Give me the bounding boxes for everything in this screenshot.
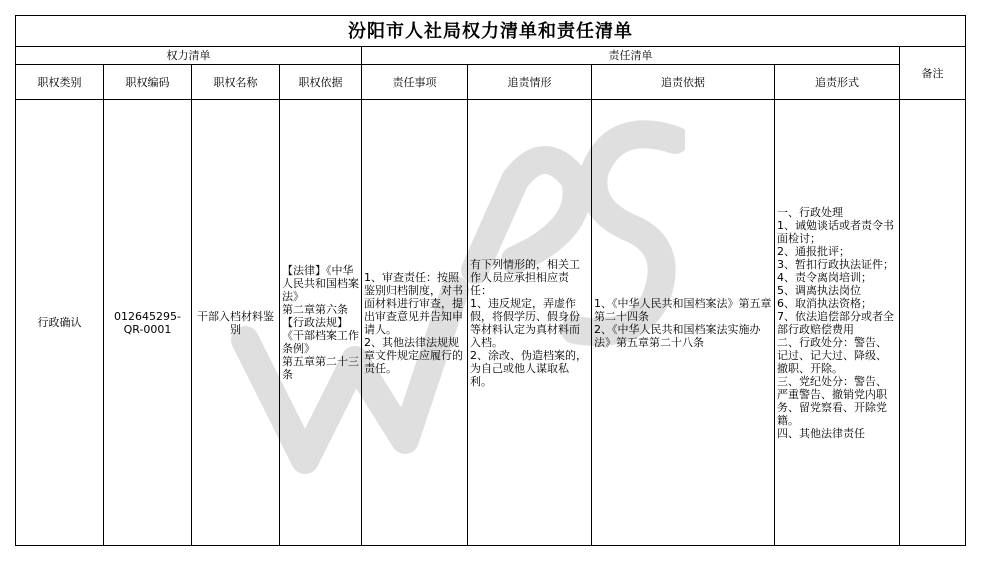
header-code: 职权编码 bbox=[104, 65, 192, 100]
header-name: 职权名称 bbox=[192, 65, 280, 100]
cell-basis: 【法律】《中华人民共和国档案法》 第二章第六条 【行政法规】《干部档案工作条例》 第五章第二十三条 bbox=[280, 100, 362, 546]
cell-form: 一、行政处理 1、诫勉谈话或者责令书面检讨； 2、通报批评； 3、暂扣行政执法证件； 4、责令离岗培训； 5、调离执法岗位 6、取消执法资格； 7、依法追偿部分或者全部行政赔偿费用 二、行政处分：警告、记过、记大过、降级、撤职、开除。 三、党纪处分：警告、严重警告、撤销党内职务、留党察看、开除党籍。 四、其他法律责任 bbox=[775, 100, 900, 546]
cell-accountability-basis: 1、《中华人民共和国档案法》第五章第二十四条 2、《中华人民共和国档案法实施办法》第五章第二十八条 bbox=[592, 100, 775, 546]
cell-remark bbox=[900, 100, 966, 546]
header-category: 职权类别 bbox=[16, 65, 104, 100]
header-duty: 责任事项 bbox=[362, 65, 468, 100]
page-title: 汾阳市人社局权力清单和责任清单 bbox=[16, 16, 966, 47]
header-remark: 备注 bbox=[900, 47, 966, 100]
table-row bbox=[16, 100, 966, 546]
header-accountability-basis: 追责依据 bbox=[592, 65, 775, 100]
header-basis: 职权依据 bbox=[280, 65, 362, 100]
spreadsheet bbox=[15, 15, 965, 552]
cell-situation: 有下列情形的，相关工作人员应承担相应责任： 1、违反规定，弄虚作假，将假学历、假身份等材料认定为真材料而入档。 2、涂改、伪造档案的，为自己或他人谋取私利。 bbox=[468, 100, 592, 546]
cell-name: 干部入档材料鉴别 bbox=[192, 100, 280, 546]
header-situation: 追责情形 bbox=[468, 65, 592, 100]
cell-code: 012645295-QR-0001 bbox=[104, 100, 192, 546]
group-responsibility-list: 责任清单 bbox=[362, 47, 900, 65]
header-form: 追责形式 bbox=[775, 65, 900, 100]
cell-duty: 1、审查责任：按照鉴别归档制度，对书面材料进行审查，提出审查意见并告知申请人。 2、其他法律法规规章文件规定应履行的责任。 bbox=[362, 100, 468, 546]
group-power-list: 权力清单 bbox=[16, 47, 362, 65]
cell-category: 行政确认 bbox=[16, 100, 104, 546]
responsibility-table bbox=[15, 15, 966, 546]
